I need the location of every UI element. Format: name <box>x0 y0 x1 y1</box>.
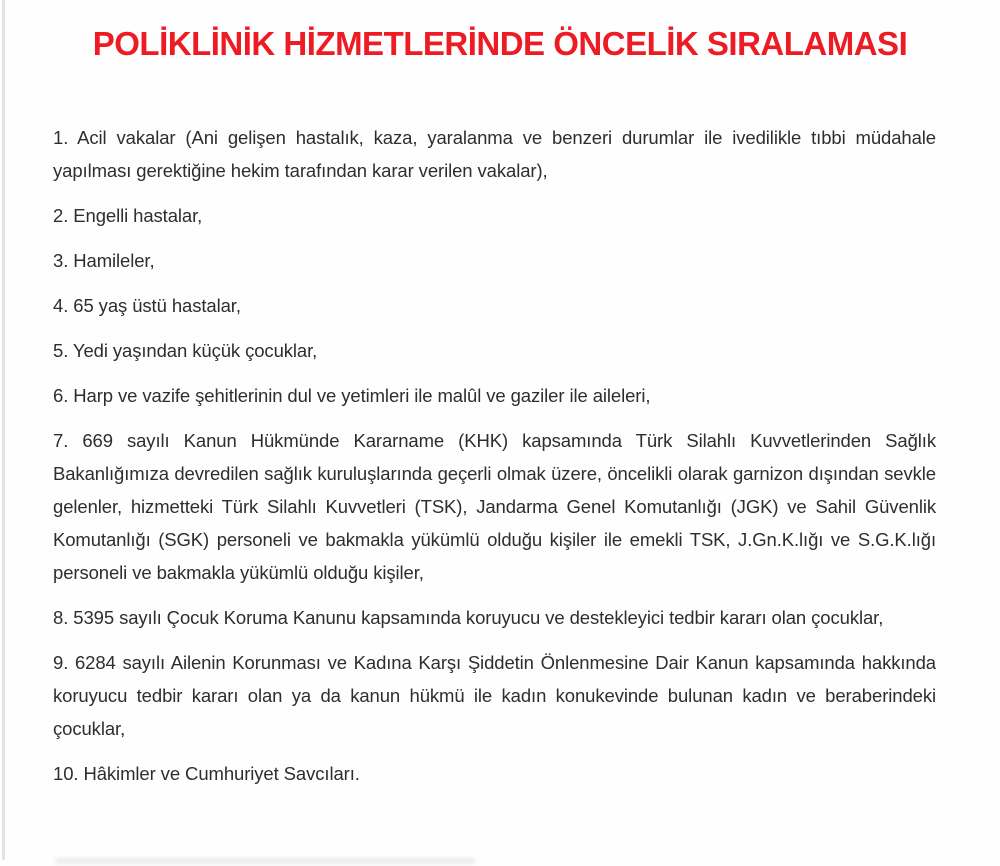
priority-item-2: 2. Engelli hastalar, <box>53 205 203 226</box>
priority-item-1: 1. Acil vakalar (Ani gelişen hastalık, kaza, yaralanma ve benzeri durumlar ile ivedilikle tıbbi müdahale yapılması gerektiğine hekim tarafından karar verilen vakalar), <box>53 127 936 181</box>
priority-item-9: 9. 6284 sayılı Ailenin Korunması ve Kadına Karşı Şiddetin Önlenmesine Dair Kanun kapsamında hakkında koruyucu tedbir kararı olan ya da kanun hükmü ile kadın konukevinde bulunan kadın ve beraberindeki çocuklar, <box>53 652 936 739</box>
priority-item-7: 7. 669 sayılı Kanun Hükmünde Kararname (KHK) kapsamında Türk Silahlı Kuvvetlerinden Sağlık Bakanlığımıza devredilen sağlık kuruluşlarında geçerli olmak üzere, öncelikli olarak garnizon dışından sevkle gelenler, hizmetteki Türk Silahlı Kuvvetleri (TSK), Jandarma Genel Komutanlığı (JGK) ve Sahil Güvenlik Komutanlığı (SGK) personeli ve bakmakla yükümlü olduğu kişiler ile emekli TSK, J.Gn.K.lığı ve S.G.K.lığı personeli ve bakmakla yükümlü olduğu kişiler, <box>53 430 936 583</box>
cut-off-next-line-artifact <box>55 858 475 864</box>
page-edge-line <box>2 0 5 860</box>
priority-item-5: 5. Yedi yaşından küçük çocuklar, <box>53 340 318 361</box>
document-title: POLİKLİNİK HİZMETLERİNDE ÖNCELİK SIRALAMASI <box>92 25 908 62</box>
priority-item-4: 4. 65 yaş üstü hastalar, <box>53 295 241 316</box>
priority-item-8: 8. 5395 sayılı Çocuk Koruma Kanunu kapsamında koruyucu ve destekleyici tedbir kararı olan çocuklar, <box>53 607 884 628</box>
priority-item-3: 3. Hamileler, <box>53 250 155 271</box>
priority-item-10: 10. Hâkimler ve Cumhuriyet Savcıları. <box>53 763 360 784</box>
priority-item-6: 6. Harp ve vazife şehitlerinin dul ve yetimleri ile malûl ve gaziler ile aileleri, <box>53 385 651 406</box>
priority-list <box>0 121 1000 790</box>
